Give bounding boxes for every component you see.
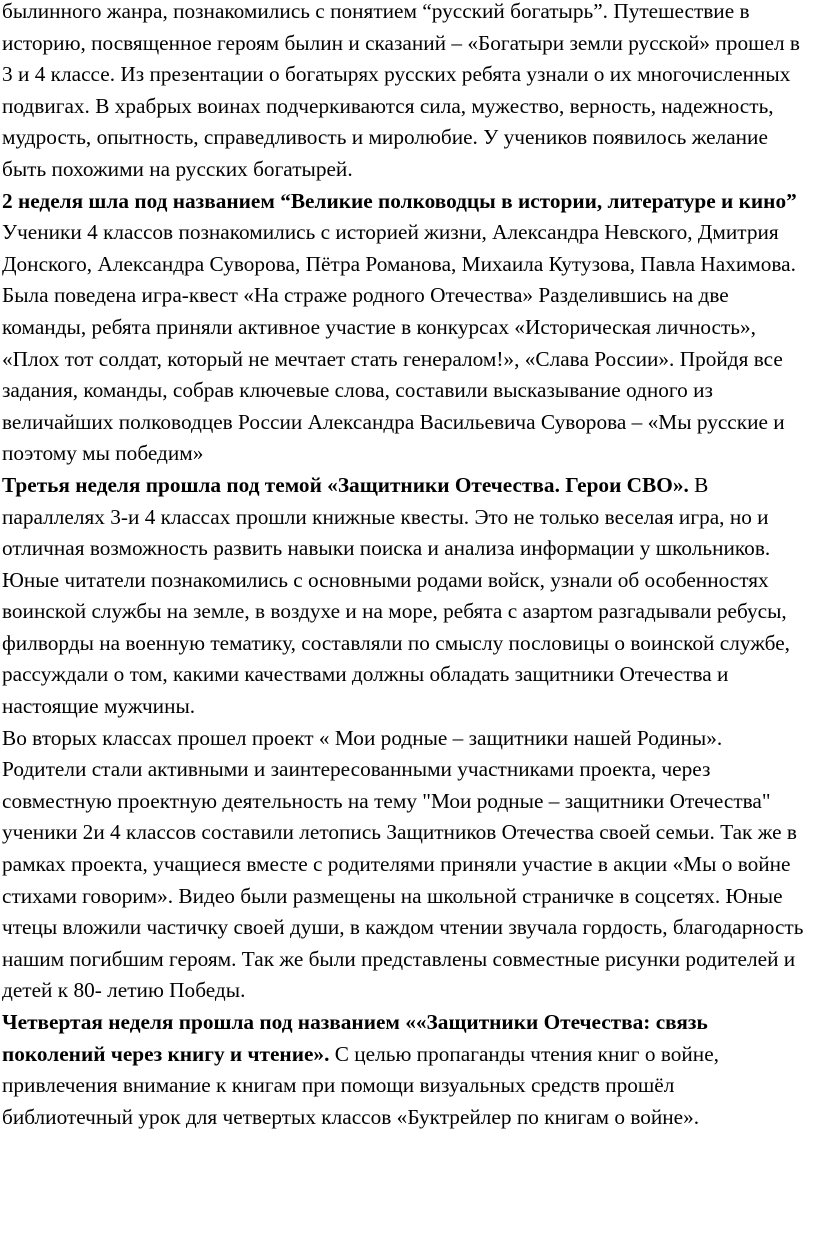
paragraph-second-grade-project xyxy=(2,723,810,1007)
paragraph-week-4 xyxy=(2,1007,810,1133)
paragraph-text: Ученики 4 классов познакомились с историей жизни, Александра Невского, Дмитрия Донского, Александра Суворова, Пётра Романова, Михаила Кутузова, Павла Нахимова. Была поведена игра-квест «На страже родного Отечества» Разделившись на две команды, ребята приняли активное участие в конкурсах «Историческая личность», «Плох тот солдат, который не мечтает стать генералом!», «Слава России». Пройдя все задания, команды, собрав ключевые слова, составили высказывание одного из величайших полководцев России Александра Васильевича Суворова – «Мы русские и поэтому мы победим» xyxy=(2,220,796,466)
paragraph-bogatyri xyxy=(2,0,810,186)
paragraph-text: былинного жанра, познакомились с понятием “русский богатырь”. Путешествие в историю, посвященное героям былин и сказаний – «Богатыри земли русской» прошел в 3 и 4 классе. Из презентации о богатырях русских ребята узнали о их многочисленных подвигах. В храбрых воинах подчеркиваются сила, мужество, верность, надежность, мудрость, опытность, справедливость и миролюбие. У учеников появилось желание быть похожими на русских богатырей. xyxy=(2,0,800,181)
paragraph-heading: Четвертая неделя прошла под названием ««Защитники Отечества: связь поколений через книгу и чтение». xyxy=(2,1010,708,1066)
paragraph-text: Во вторых классах прошел проект « Мои родные – защитники нашей Родины». Родители стали активными и заинтересованными участниками проекта, через совместную проектную деятельность на тему "Мои родные – защитники Отечества" ученики 2и 4 классов составили летопись Защитников Отечества своей семьи. Так же в рамках проекта, учащиеся вместе с родителями приняли участие в акции «Мы о войне стихами говорим». Видео были размещены на школьной страничке в соцсетях. Юные чтецы вложили частичку своей души, в каждом чтении звучала гордость, благодарность нашим погибшим героям. Так же были представлены совместные рисунки родителей и детей к 80- летию Победы. xyxy=(2,725,804,1003)
paragraph-heading: 2 неделя шла под названием “Великие полководцы в истории, литературе и кино” xyxy=(2,188,797,213)
paragraph-heading: Третья неделя прошла под темой «Защитники Отечества. Герои СВО». xyxy=(2,472,689,497)
paragraph-week-2 xyxy=(2,186,810,470)
paragraph-text: С целью пропаганды чтения книг о войне, привлечения внимание к книгам при помощи визуальных средств прошёл библиотечный урок для четвертых классов «Буктрейлер по книгам о войне». xyxy=(2,1041,719,1129)
paragraph-text: В параллелях 3-и 4 классах прошли книжные квесты. Это не только веселая игра, но и отличная возможность развить навыки поиска и анализа информации у школьников. Юные читатели познакомились с основными родами войск, узнали об особенностях воинской службы на земле, в воздухе и на море, ребята с азартом разгадывали ребусы, филворды на военную тематику, составляли по смыслу пословицы о воинской службе, рассуждали о том, какими качествами должны обладать защитники Отечества и настоящие мужчины. xyxy=(2,472,790,719)
paragraph-week-3 xyxy=(2,470,810,723)
